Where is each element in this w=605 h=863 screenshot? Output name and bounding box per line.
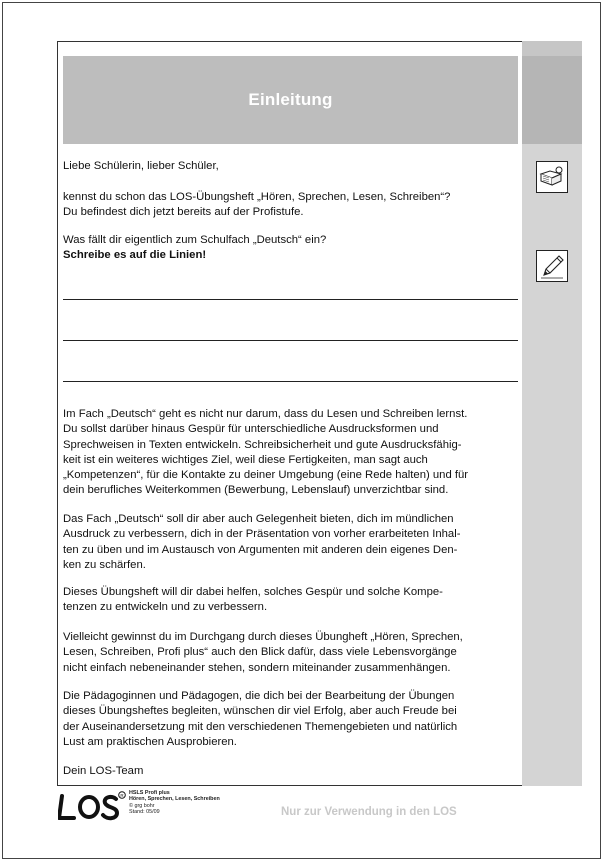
intro-paragraph (63, 190, 523, 221)
body-line: Das Fach „Deutsch“ soll dir aber auch Gelegenheit bieten, dich im mündlichen (63, 513, 454, 525)
usage-note: Nur zur Verwendung in den LOS (281, 806, 457, 818)
body-line: ken zu schärfen. (63, 558, 146, 571)
body-line: dein berufliches Weiterkommen (Bewerbung, Lebenslauf) unverzichtbar sind. (63, 484, 449, 497)
answer-line-2[interactable] (63, 340, 518, 341)
body-line: „Kompetenzen“, für die Kontakte zu deiner Umgebung (eine Rede halten) und für (63, 469, 469, 482)
intro-greeting (63, 159, 523, 174)
body-line: der Auseinandersetzung mit den verschiedenen Themengebieten und natürlich (63, 720, 458, 733)
body-line: dieses Übungsheftes begleiten, wünschen dir viel Erfolg, aber auch Freude bei (63, 705, 457, 718)
body-line: Die Pädagoginnen und Pädagogen, die dich bei der Bearbeitung der Übungen (63, 690, 455, 702)
answer-line-3[interactable] (63, 381, 518, 382)
body-line: tenzen zu entwickeln und zu verbessern. (63, 601, 268, 614)
side-strip-header-band (522, 56, 582, 144)
body-line: Lust am praktischen Ausprobieren. (63, 735, 237, 748)
writing-prompt (63, 233, 523, 264)
body-paragraph-2 (63, 512, 523, 573)
body-paragraph-3 (63, 585, 523, 616)
body-paragraph-4 (63, 630, 523, 676)
intro-line-2: Du befindest dich jetzt bereits auf der Profistufe. (63, 206, 304, 219)
signoff-text: Dein LOS-Team (63, 765, 144, 777)
svg-text:R: R (120, 792, 124, 798)
greeting-text: Liebe Schülerin, lieber Schüler, (63, 160, 219, 172)
reading-book-icon (536, 161, 568, 193)
answer-line-1[interactable] (63, 299, 518, 300)
side-strip-top-band (522, 41, 582, 56)
instruction-text: Schreibe es auf die Linien! (63, 249, 207, 262)
body-line: ten zu üben und im Austausch von Argumenten mit anderen dein eigenes Den- (63, 543, 458, 556)
body-line: nicht einfach nebeneinander stehen, sondern miteinander zusammenhängen. (63, 661, 451, 674)
footer-meta (129, 790, 269, 815)
stand-date: Stand: 05/09 (129, 808, 160, 815)
pencil-icon (536, 250, 568, 282)
body-line: Vielleicht gewinnst du im Durchgang durch dieses Übungheft „Hören, Sprechen, (63, 631, 463, 643)
los-logo (58, 790, 128, 822)
series-subtitle: Hören, Sprechen, Lesen, Schreiben (129, 796, 220, 803)
body-line: Lesen, Schreiben, Profi plus“ auch den Blick dafür, dass viele Lebensvorgänge (63, 646, 457, 659)
body-paragraph-1 (63, 407, 523, 499)
body-paragraph-5 (63, 689, 523, 750)
body-line: Du sollst darüber hinaus Gespür für unterschiedliche Ausdrucksformen und (63, 423, 439, 436)
intro-line-1: kennst du schon das LOS-Übungsheft „Hören, Sprechen, Lesen, Schreiben“? (63, 191, 451, 203)
page-title: Einleitung (248, 90, 333, 109)
series-name: HSLS Profi plus (129, 790, 170, 796)
body-line: Im Fach „Deutsch“ geht es nicht nur darum, dass du Lesen und Schreiben lernst. (63, 408, 468, 420)
body-line: Dieses Übungsheft will dir dabei helfen, solches Gespür und solche Kompe- (63, 586, 443, 598)
body-line: Sprechweisen in Texten entwickeln. Schreibsicherheit und gute Ausdrucksfähig- (63, 438, 462, 451)
side-strip (522, 41, 582, 786)
body-line: keit ist ein weiteres wichtiges Ziel, weil diese Fertigkeiten, man sagt auch (63, 453, 428, 466)
title-bar (63, 56, 518, 144)
copyright: © grg bohr (129, 802, 155, 809)
signoff (63, 764, 523, 779)
prompt-text: Was fällt dir eigentlich zum Schulfach „Deutsch“ ein? (63, 234, 327, 246)
body-line: Ausdruck zu verbessern, dich in der Präsentation von vorher erarbeiteten Inhal- (63, 528, 461, 541)
